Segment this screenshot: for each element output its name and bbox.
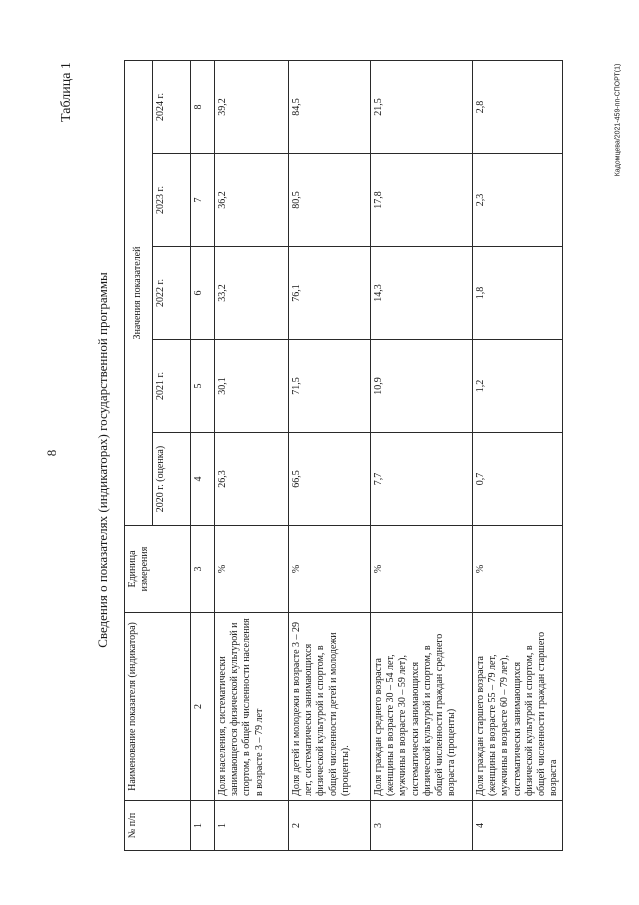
unit-cell: % (371, 526, 473, 613)
indicator-name: Доля граждан старшего возраста (женщины в возрасте 55 – 79 лет, мужчины в возрасте 60 – 79 лет), систематически занимающихся физической культурой и спортом, в общей численности граждан старшего возраста (473, 613, 563, 801)
value-cell: 33,2 (215, 247, 289, 340)
indicators-table (124, 60, 563, 851)
unit-cell: % (289, 526, 371, 613)
table-caption: Сведения о показателях (индикаторах) государственной программы (95, 272, 110, 648)
value-cell: 21,5 (371, 60, 473, 153)
column-index: 3 (191, 526, 215, 613)
column-index: 6 (191, 247, 215, 340)
value-cell: 76,1 (289, 247, 371, 340)
value-cell: 0,7 (473, 433, 563, 526)
value-cell: 1,2 (473, 340, 563, 433)
header-row-top (125, 60, 153, 850)
header-year: 2021 г. (153, 340, 191, 433)
header-year: 2024 г. (153, 60, 191, 153)
header-year: 2022 г. (153, 247, 191, 340)
header-year: 2023 г. (153, 154, 191, 247)
header-unit: Единица измерения (125, 526, 191, 613)
value-cell: 2,8 (473, 60, 563, 153)
value-cell: 2,3 (473, 154, 563, 247)
header-index-row (191, 60, 215, 850)
unit-cell: % (215, 526, 289, 613)
page-number: 8 (44, 449, 59, 457)
table-row (473, 60, 563, 850)
column-index: 7 (191, 154, 215, 247)
indicator-name: Доля детей и молодежи в возрасте 3 – 29 лет, систематически занимающихся физической культурой и спортом, в общей численности детей и молодежи (проценты). (289, 613, 371, 801)
column-index: 1 (191, 801, 215, 851)
column-index: 8 (191, 60, 215, 153)
value-cell: 7,7 (371, 433, 473, 526)
value-cell: 39,2 (215, 60, 289, 153)
value-cell: 36,2 (215, 154, 289, 247)
indicators-table-container (124, 61, 560, 851)
value-cell: 80,5 (289, 154, 371, 247)
row-number: 1 (215, 801, 289, 851)
row-number: 3 (371, 801, 473, 851)
table-label: Таблица 1 (59, 62, 74, 122)
column-index: 5 (191, 340, 215, 433)
table-row (289, 60, 371, 850)
indicator-name: Доля граждан среднего возраста (женщины в возрасте 30 – 54 лет, мужчины в возрасте 30 – 59 лет), систематически занимающихся физической культурой и спортом, в общей численности граждан среднего возраста (проценты) (371, 613, 473, 801)
column-index: 2 (191, 613, 215, 801)
value-cell: 84,5 (289, 60, 371, 153)
unit-cell: % (473, 526, 563, 613)
rotated-table-frame (124, 61, 560, 851)
header-values: Значения показателей (125, 60, 153, 525)
value-cell: 71,5 (289, 340, 371, 433)
table-row (215, 60, 289, 850)
value-cell: 10,9 (371, 340, 473, 433)
row-number: 2 (289, 801, 371, 851)
document-code: Кадомцева/2021-459-пп-СПОРТ(1) (614, 63, 622, 177)
value-cell: 26,3 (215, 433, 289, 526)
header-num: № п/п (125, 801, 191, 851)
value-cell: 66,5 (289, 433, 371, 526)
column-index: 4 (191, 433, 215, 526)
value-cell: 17,8 (371, 154, 473, 247)
value-cell: 1,8 (473, 247, 563, 340)
header-year: 2020 г. (оценка) (153, 433, 191, 526)
table-row (371, 60, 473, 850)
value-cell: 14,3 (371, 247, 473, 340)
row-number: 4 (473, 801, 563, 851)
indicator-name: Доля населения, систематически занимающегося физической культурой и спортом, в общей численности населения в возрасте 3 – 79 лет (215, 613, 289, 801)
header-name: Наименование показателя (индикатора) (125, 613, 191, 801)
value-cell: 30,1 (215, 340, 289, 433)
